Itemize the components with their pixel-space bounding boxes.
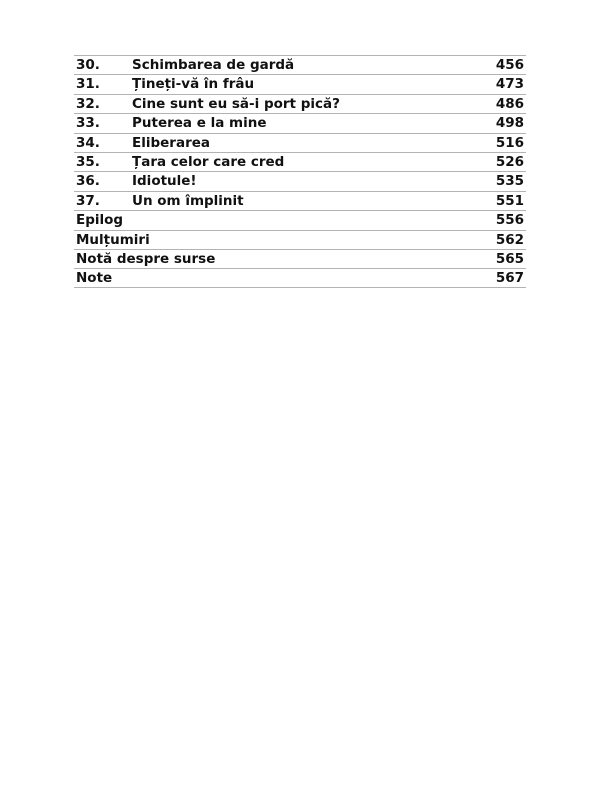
- chapter-title: Țineți-vă în frâu: [132, 76, 255, 93]
- chapter-number: 36.: [76, 173, 100, 190]
- page-number: 516: [495, 134, 524, 151]
- toc-chapter-row: [74, 55, 526, 74]
- chapter-number: 33.: [76, 115, 100, 132]
- toc-section-row: [74, 230, 526, 249]
- chapter-title: Cine sunt eu să-i port pică?: [132, 95, 340, 112]
- toc-section-row: [74, 210, 526, 229]
- page-number: 473: [495, 76, 524, 93]
- section-title: Note: [76, 270, 113, 287]
- page-number: 486: [495, 95, 524, 112]
- chapter-title: Idiotule!: [132, 173, 197, 190]
- chapter-title: Eliberarea: [132, 134, 210, 151]
- page-number: 562: [495, 231, 524, 248]
- chapter-title: Puterea e la mine: [132, 115, 267, 132]
- page-number: 526: [495, 153, 524, 170]
- page-number: 551: [495, 192, 524, 209]
- page-number: 456: [495, 57, 524, 73]
- toc-chapter-row: [74, 74, 526, 93]
- toc-section-row: [74, 249, 526, 268]
- chapter-number: 34.: [76, 134, 100, 151]
- chapter-title: Schimbarea de gardă: [132, 57, 295, 73]
- chapter-number: 37.: [76, 192, 100, 209]
- toc-chapter-row: [74, 113, 526, 132]
- toc-chapter-row: [74, 171, 526, 190]
- toc-chapter-row: [74, 152, 526, 171]
- section-title: Epilog: [76, 212, 124, 229]
- section-title: Notă despre surse: [76, 250, 216, 267]
- page-number: 556: [495, 212, 524, 229]
- page-number: 567: [495, 270, 524, 287]
- toc-chapter-row: [74, 133, 526, 152]
- toc-chapter-row: [74, 191, 526, 210]
- toc-chapter-row: [74, 94, 526, 113]
- toc-section-row: [74, 268, 526, 287]
- page-number: 565: [495, 250, 524, 267]
- chapter-number: 35.: [76, 153, 100, 170]
- chapter-number: 31.: [76, 76, 100, 93]
- chapter-number: 32.: [76, 95, 100, 112]
- chapter-title: Țara celor care cred: [132, 153, 285, 170]
- section-title: Mulțumiri: [76, 231, 150, 248]
- page-number: 535: [495, 173, 524, 190]
- chapter-number: 30.: [76, 57, 100, 73]
- chapter-title: Un om împlinit: [132, 192, 244, 209]
- page-number: 498: [495, 115, 524, 132]
- table-of-contents: [74, 55, 526, 288]
